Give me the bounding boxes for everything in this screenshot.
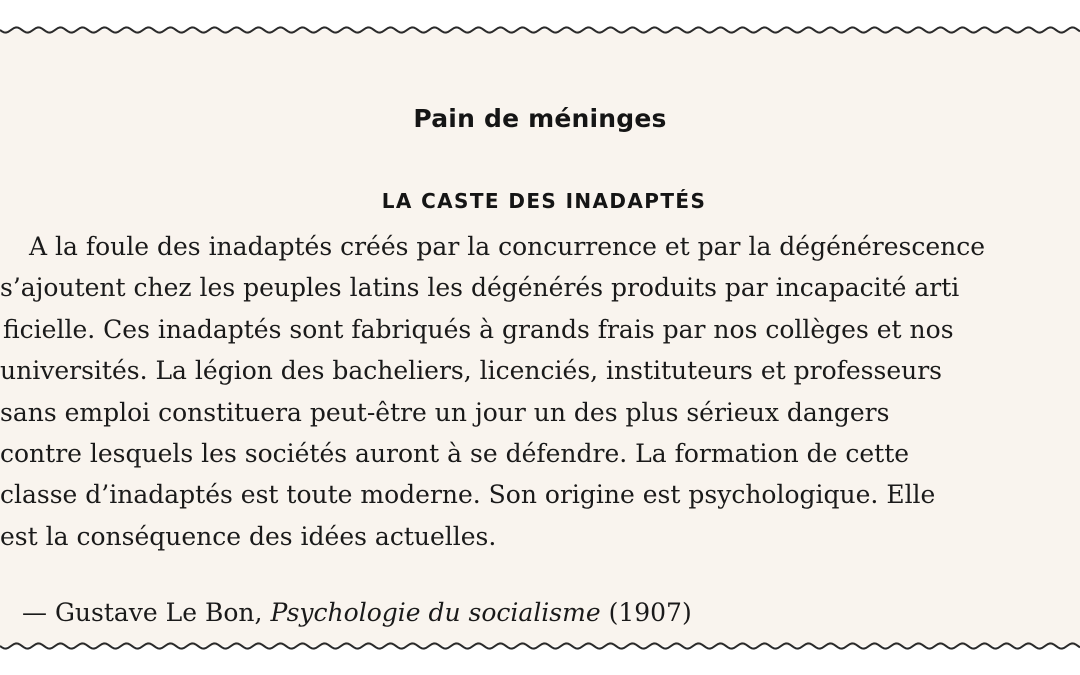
quote-body [0,226,1080,557]
attribution-year: (1907) [600,598,692,627]
wavy-line [0,643,1080,648]
wavy-border-bottom [0,638,1080,654]
page-title: Pain de méninges [413,104,667,133]
quote-line: contre lesquels les sociétés auront à se défendre. La formation de cette [0,439,910,469]
wavy-line [0,27,1080,32]
attribution-work-title: Psychologie du socialisme [270,598,601,627]
section-title: LA CASTE DES INADAPTÉS [381,189,707,213]
quote-line: universités. La légion des bacheliers, licenciés, instituteurs et professeurs [0,356,943,386]
quote-line: sans emploi constituera peut-être un jour un des plus sérieux dangers [0,397,890,427]
quote-line: s’ajoutent chez les peuples latins les dégénérés produits par incapacité arti [0,273,960,303]
quote-line: ficielle. Ces inadaptés sont fabriqués à grands frais par nos collèges et nos [3,314,954,344]
quote-line: est la conséquence des idées actuelles. [0,521,497,551]
attribution-author: — Gustave Le Bon, [22,598,271,627]
quote-line: classe d’inadaptés est toute moderne. Son origine est psychologique. Elle [0,480,936,510]
wavy-border-top [0,22,1080,38]
attribution [22,598,692,627]
quote-card [0,30,1080,646]
quote-line: A la foule des inadaptés créés par la concurrence et par la dégénérescence [29,232,986,261]
